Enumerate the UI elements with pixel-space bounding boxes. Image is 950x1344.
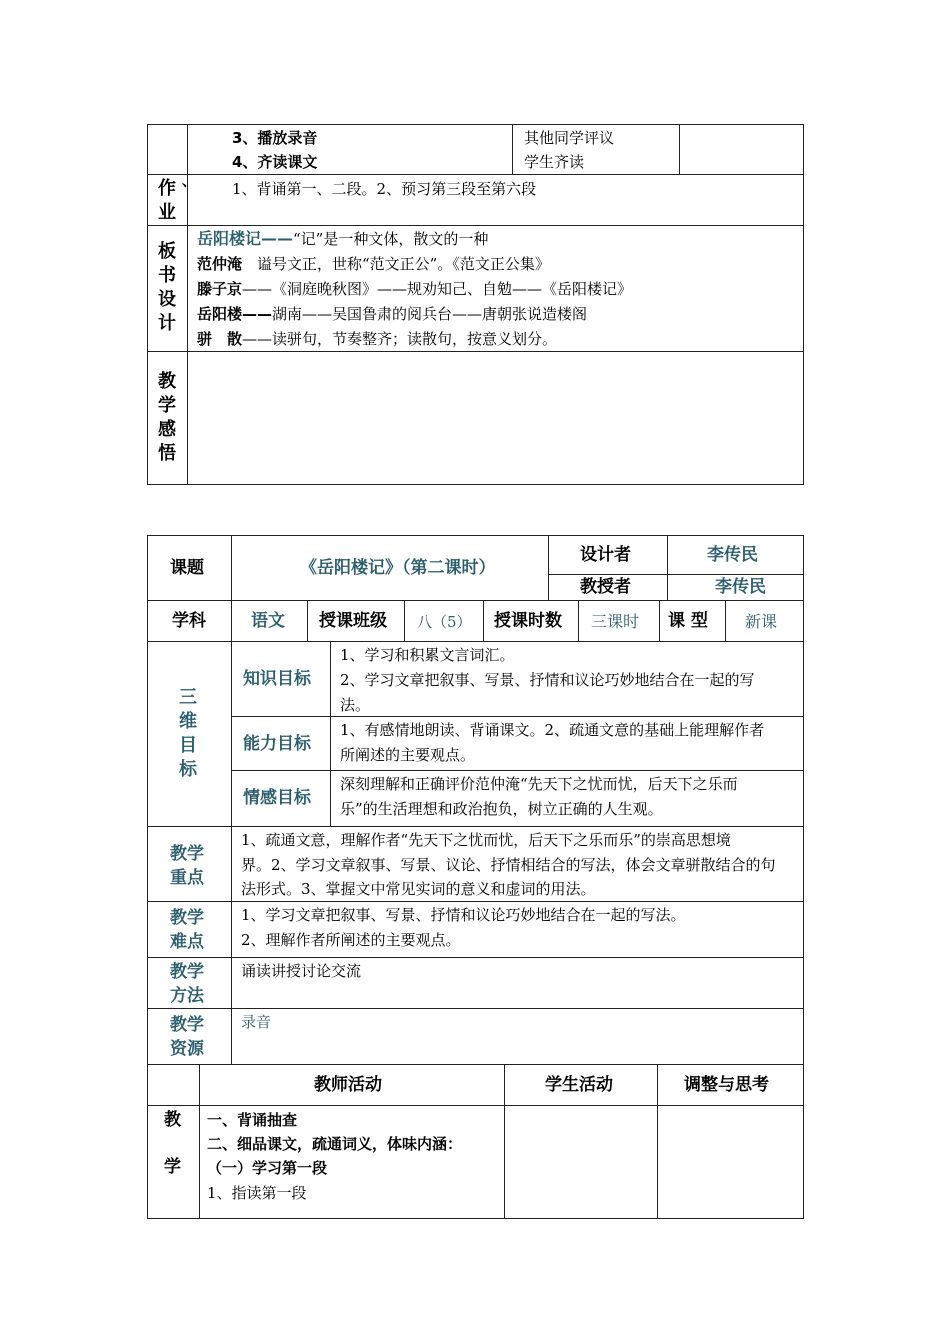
homework-text: 1、背诵第一、二段。2、预习第三段至第六段 — [232, 180, 537, 198]
reflect-header: 调整与思考 — [684, 1075, 769, 1095]
step-item: 3、播放录音 — [232, 129, 318, 147]
teacher-label: 教授者 — [580, 577, 631, 597]
goal-line: 法。 — [340, 696, 371, 714]
process-line: 一、背诵抽查 — [207, 1111, 298, 1129]
teacher-activity-header: 教师活动 — [314, 1075, 382, 1095]
key-points-line: 法形式。3、掌握文中常见实词的意义和虚词的用法。 — [241, 880, 596, 898]
hours-label: 授课时数 — [494, 611, 562, 631]
process-label: 教 — [164, 1110, 181, 1130]
homework-label: 作 — [158, 178, 176, 199]
board-line: 滕子京——《洞庭晚秋图》——规劝知己、自勉——《岳阳楼记》 — [197, 280, 633, 298]
student-activity-header: 学生活动 — [545, 1075, 613, 1095]
difficulties-line: 1、学习文章把叙事、写景、抒情和议论巧妙地结合在一起的写法。 — [241, 906, 686, 924]
goal-line: 所阐述的主要观点。 — [340, 746, 476, 764]
method-label: 教学 方法 — [170, 962, 204, 1006]
goal-emotion-label: 情感目标 — [243, 788, 311, 808]
resources-label: 教学 资源 — [170, 1015, 204, 1059]
topic-label: 课题 — [170, 558, 204, 578]
process-line: 二、细品课文，疏通词义，体味内涵： — [207, 1135, 463, 1153]
goals-label: 三 维 目 标 — [179, 687, 197, 780]
goal-knowledge-label: 知识目标 — [243, 669, 311, 689]
teacher-name: 李传民 — [715, 577, 766, 597]
process-line: （一）学习第一段 — [207, 1159, 328, 1177]
goal-line: 1、有感情地朗读、背诵课文。2、疏通文意的基础上能理解作者 — [340, 721, 765, 739]
type-value: 新课 — [745, 612, 778, 631]
goal-line: 2、学习文章把叙事、写景、抒情和议论巧妙地结合在一起的写 — [340, 671, 755, 689]
goal-line: 深刻理解和正确评价范仲淹“先天下之忧而忧，后天下之乐而 — [340, 775, 738, 793]
difficulties-label: 教学 难点 — [170, 908, 204, 952]
key-points-label: 教学 重点 — [170, 844, 204, 888]
class-label: 授课班级 — [319, 611, 387, 631]
resources-text: 录音 — [241, 1013, 272, 1031]
type-label: 课 型 — [668, 611, 708, 631]
class-value: 八（5） — [417, 613, 472, 631]
board-line: 岳阳楼——湖南——吴国鲁肃的阅兵台——唐朝张说造楼阁 — [197, 305, 588, 323]
key-points-line: 界。2、学习文章叙事、写景、议论、抒情相结合的写法，体会文章骈散结合的句 — [241, 856, 776, 874]
board-line: 骈 散——读骈句，节奏整齐；读散句，按意义划分。 — [197, 330, 558, 348]
board-line: 范仲淹 谥号文正，世称“范文正公”。《范文正公集》 — [197, 255, 550, 273]
goal-line: 1、学习和积累文言词汇。 — [340, 646, 515, 664]
subject-label: 学科 — [172, 611, 206, 631]
key-points-line: 1、疏通文意，理解作者“先天下之忧而忧，后天下之乐而乐”的崇高思想境 — [241, 831, 731, 849]
homework-label-2: 业 — [158, 202, 176, 223]
process-line: 1、指读第一段 — [207, 1184, 307, 1202]
designer-name: 李传民 — [707, 545, 758, 565]
goal-line: 乐”的生活理想和政治抱负，树立正确的人生观。 — [340, 800, 663, 818]
subject-value: 语文 — [251, 611, 285, 631]
step-item: 4、齐读课文 — [232, 153, 318, 171]
board-label: 板 书 设 计 — [158, 241, 176, 334]
difficulties-line: 2、理解作者所阐述的主要观点。 — [241, 931, 461, 949]
designer-label: 设计者 — [580, 545, 631, 565]
student-activity: 学生齐读 — [524, 153, 585, 171]
method-text: 诵读讲授讨论交流 — [241, 962, 362, 980]
process-label-2: 学 — [164, 1157, 181, 1177]
hours-value: 三课时 — [591, 612, 640, 631]
goal-ability-label: 能力目标 — [243, 734, 311, 754]
reflection-label: 教 学 感 悟 — [158, 371, 176, 464]
topic-title: 《岳阳楼记》（第二课时） — [300, 558, 496, 578]
student-activity: 其他同学评议 — [524, 129, 615, 147]
board-line: 岳阳楼记——“记”是一种文体，散文的一种 — [197, 229, 489, 248]
